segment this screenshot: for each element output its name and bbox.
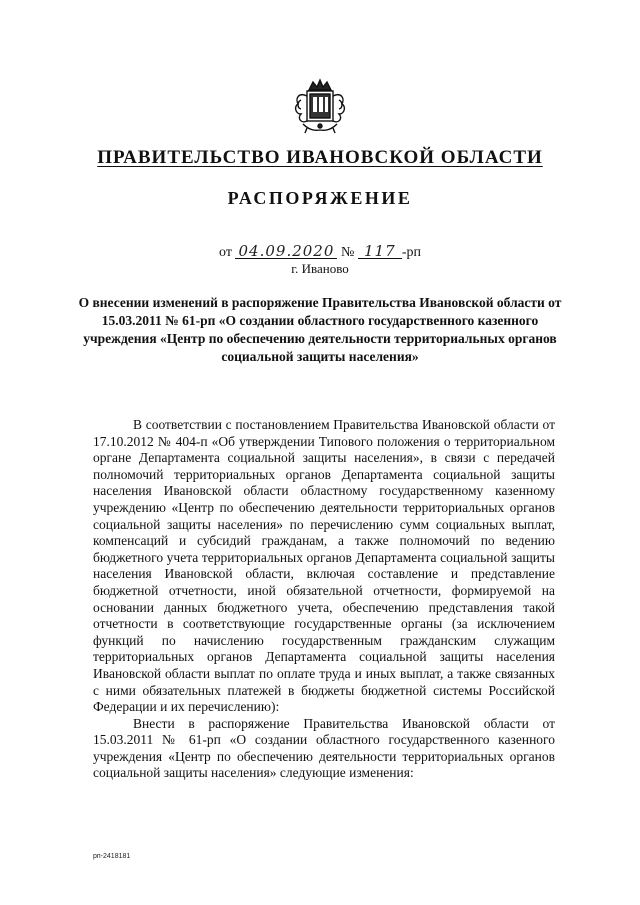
document-code: рп-2418181 <box>93 853 131 860</box>
date-prefix: от <box>219 245 232 260</box>
government-title: ПРАВИТЕЛЬСТВО ИВАНОВСКОЙ ОБЛАСТИ <box>97 147 543 168</box>
body-paragraph-2: Внести в распоряжение Правительства Ивановской области от 15.03.2011 № 61-рп «О создании областного государственного казенного учреждения «Центр по обеспечению деятельности территориальных органов социальной защиты населения» следующие изменения: <box>93 715 555 781</box>
document-body <box>93 417 555 782</box>
document-subject: О внесении изменений в распоряжение Правительства Ивановской области от 15.03.2011 № 61-рп «О создании областного государственного казенного учреждения «Центр по обеспечению деятельности территориальных органов социальной защиты населения» <box>78 295 562 364</box>
number-sign: № <box>340 245 355 260</box>
number-suffix: -рп <box>401 245 421 260</box>
coat-of-arms-icon <box>289 76 351 136</box>
city-label: г. Иваново <box>291 261 349 276</box>
registration-line <box>0 244 640 261</box>
document-type-heading: РАСПОРЯЖЕНИЕ <box>227 188 413 208</box>
number-value: 117 <box>358 244 402 259</box>
date-value: 04.09.2020 <box>235 244 337 259</box>
body-paragraph-1: В соответствии с постановлением Правительства Ивановской области от 17.10.2012 № 404-п «Об утверждении Типового положения о территориальном органе Департамента социальной защиты населения», в связи с передачей полномочий территориальных органов Департамента социальной защиты населения Ивановской области областному государственному казенному учреждению «Центр по обеспечению деятельности территориальных органов социальной защиты населения» по перечислению сумм социальных выплат, компенсаций и субсидий гражданам, а также полномочий по ведению бюджетного учета территориальных органов Департамента социальной защиты населения Ивановской области, включая составление и представление бюджетной отчетности, иной обязательной отчетности, формируемой на основании данных бюджетного учета, обеспечению представления такой отчетности в соответствующие государственные органы (за исключением функций по начислению государственным гражданским служащим территориальных органов Департамента социальной защиты населения Ивановской области выплат по оплате труда и иных выплат, а также связанных с ними обязательных платежей в бюджеты бюджетной системы Российской Федерации и их перечислению): <box>93 417 555 715</box>
